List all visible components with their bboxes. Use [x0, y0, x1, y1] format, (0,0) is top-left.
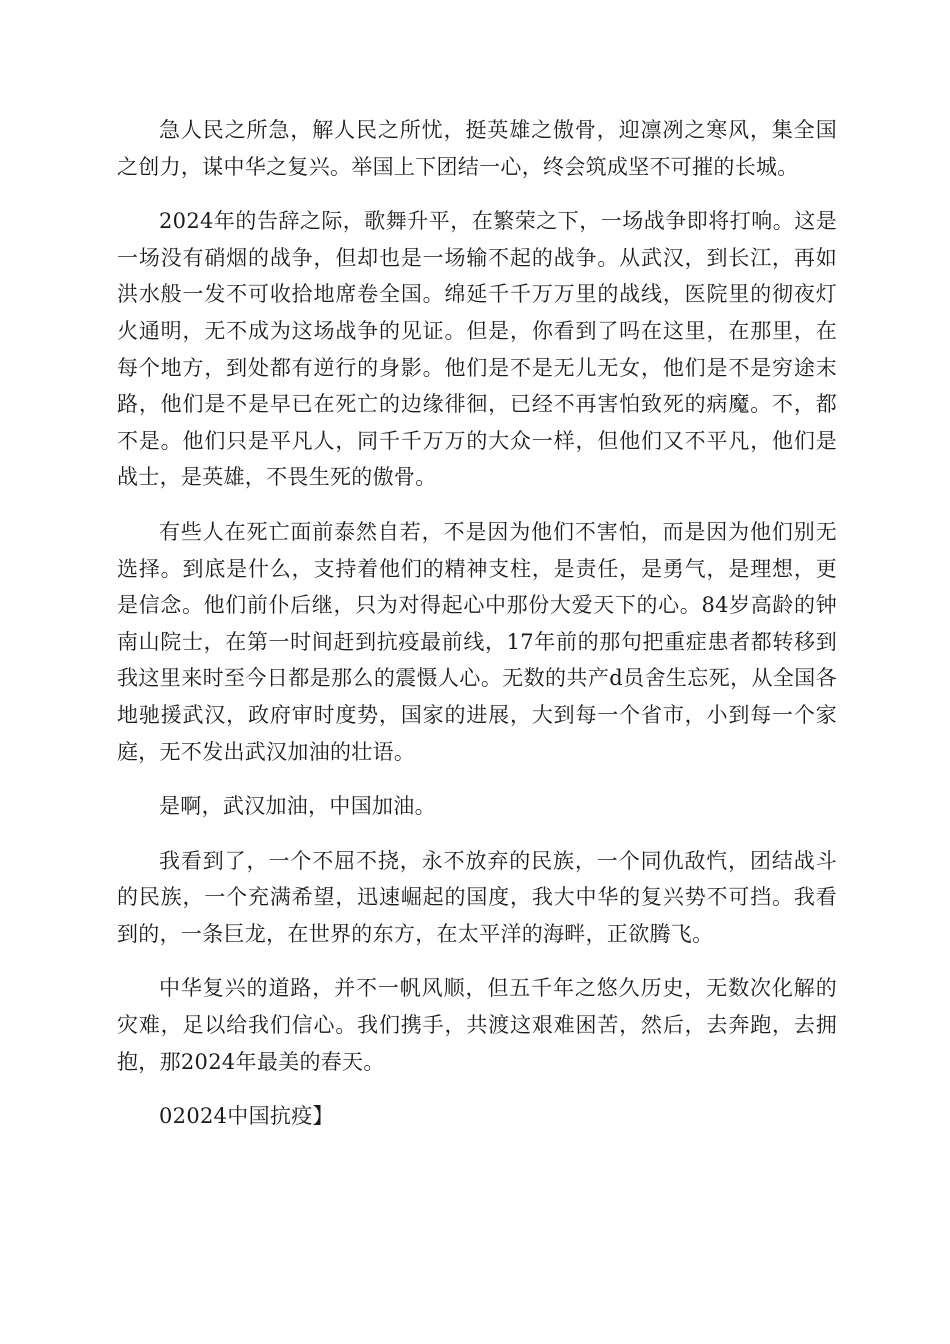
paragraph: 有些人在死亡面前泰然自若，不是因为他们不害怕，而是因为他们别无选择。到底是什么，支持着他们的精神支柱，是责任，是勇气，是理想，更是信念。他们前仆后继，只为对得起心中那份大爱天下的心。84岁高龄的钟南山院士，在第一时间赶到抗疫最前线，17年前的那句把重症患者都转移到我这里来时至今日都是那么的震慑人心。无数的共产d员舍生忘死，从全国各地驰援武汉，政府审时度势，国家的进展，大到每一个省市，小到每一个家庭，无不发出武汉加油的壮语。 — [117, 519, 837, 764]
paragraph: 2024年的告辞之际，歌舞升平，在繁荣之下，一场战争即将打响。这是一场没有硝烟的战争，但却也是一场输不起的战争。从武汉，到长江，再如洪水般一发不可收拾地席卷全国。绵延千千万万里的战线，医院里的彻夜灯火通明，无不成为这场战争的见证。但是，你看到了吗在这里，在那里，在每个地方，到处都有逆行的身影。他们是不是无儿无女，他们是不是穷途末路，他们是不是早已在死亡的边缘徘徊，已经不再害怕致死的病魔。不，都不是。他们只是平凡人，同千千万万的大众一样，但他们又不平凡，他们是战士，是英雄，不畏生死的傲骨。 — [117, 209, 837, 490]
paragraph: 02024中国抗疫】 — [159, 1104, 334, 1129]
paragraph: 是啊，武汉加油，中国加油。 — [159, 794, 436, 819]
paragraph: 中华复兴的道路，并不一帆风顺，但五千年之悠久历史，无数次化解的灾难，足以给我们信心。我们携手，共渡这艰难困苦，然后，去奔跑，去拥抱，那2024年最美的春天。 — [117, 976, 837, 1074]
paragraph: 我看到了，一个不屈不挠，永不放弃的民族，一个同仇敌忾，团结战斗的民族，一个充满希望，迅速崛起的国度，我大中华的复兴势不可挡。我看到的，一条巨龙，在世界的东方，在太平洋的海畔，正欲腾飞。 — [117, 848, 837, 946]
document-body — [117, 112, 837, 1153]
paragraph: 急人民之所急，解人民之所忧，挺英雄之傲骨，迎凛冽之寒风，集全国之创力，谋中华之复兴。举国上下团结一心，终会筑成坚不可摧的长城。 — [117, 118, 837, 179]
